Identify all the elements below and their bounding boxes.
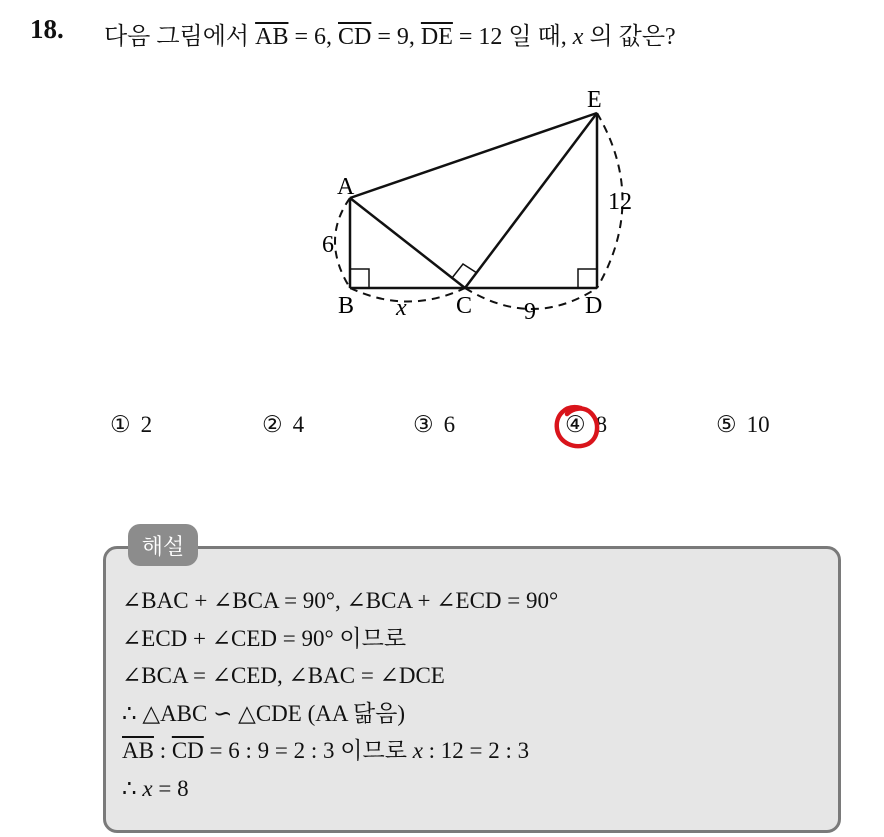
- question-suffix: 의 값은?: [583, 24, 676, 50]
- right-angle-b: [350, 269, 369, 288]
- solution-line-5: [122, 732, 558, 770]
- solution-ratio-mid: = 6 : 9 = 2 : 3 이므로: [203, 738, 413, 763]
- choice-5-number: ⑤: [716, 412, 737, 437]
- question-eq2: = 9,: [371, 24, 421, 50]
- solution-ratio-sep: :: [153, 738, 172, 763]
- segment-ce-line: [465, 113, 597, 288]
- point-label-c: C: [456, 293, 473, 319]
- point-label-e: E: [587, 87, 602, 113]
- answer-circle-mark: [553, 402, 603, 452]
- choice-1-number: ①: [110, 412, 131, 437]
- arc-ab: [335, 198, 350, 288]
- segment-ae-line: [350, 113, 597, 198]
- length-label-bc: x: [396, 295, 407, 321]
- solution-text: [122, 582, 558, 807]
- point-label-d: D: [585, 293, 603, 319]
- choice-5[interactable]: [716, 412, 770, 438]
- choice-3-value: 6: [443, 412, 456, 437]
- choice-2-value: 4: [292, 412, 305, 437]
- length-label-cd: 9: [524, 299, 536, 325]
- choice-2[interactable]: [262, 412, 304, 438]
- solution-segment-ab: $\overline{AB}$: [122, 738, 154, 763]
- solution-answer-variable: x: [142, 775, 153, 801]
- right-angle-d: [578, 269, 597, 288]
- choice-1-value: 2: [140, 412, 153, 437]
- choice-3[interactable]: [413, 412, 455, 438]
- solution-answer-value: = 8: [152, 775, 189, 801]
- question-eq1: = 6,: [288, 24, 338, 50]
- choice-4-number: ④: [565, 412, 586, 437]
- length-label-de: 12: [608, 189, 632, 215]
- segment-de: $\overline{DE}$: [420, 24, 453, 50]
- choice-1[interactable]: [110, 412, 152, 438]
- answer-choices: [0, 412, 884, 448]
- choice-4-value: 8: [595, 412, 608, 437]
- solution-line-2: ∠ECD + ∠CED = 90° 이므로: [122, 625, 407, 651]
- point-label-b: B: [338, 293, 355, 319]
- point-label-a: A: [337, 174, 355, 200]
- solution-line-4: ∴ △ABC ∽ △CDE (AA 닮음): [122, 700, 406, 726]
- arc-bc: [350, 288, 465, 302]
- question-prefix: 다음 그림에서: [104, 24, 256, 50]
- question-variable: x: [572, 24, 584, 50]
- geometry-figure: [300, 80, 660, 340]
- solution-tag: 해설: [128, 524, 198, 566]
- choice-3-number: ③: [413, 412, 434, 437]
- solution-line-6: [122, 770, 558, 808]
- question-number: 18.: [30, 14, 64, 44]
- segment-cd: $\overline{CD}$: [338, 24, 372, 50]
- solution-segment-cd: $\overline{CD}$: [171, 738, 204, 763]
- segment-ab: $\overline{AB}$: [255, 24, 289, 50]
- solution-variable: x: [412, 738, 423, 763]
- choice-2-number: ②: [262, 412, 283, 437]
- solution-line-1: ∠BAC + ∠BCA = 90°, ∠BCA + ∠ECD = 90°: [122, 588, 559, 613]
- solution-line-3: ∠BCA = ∠CED, ∠BAC = ∠DCE: [122, 663, 445, 688]
- solution-ratio-end: : 12 = 2 : 3: [422, 738, 530, 763]
- segment-ac-line: [350, 198, 465, 288]
- question-eq3: = 12 일 때,: [452, 24, 573, 50]
- choice-5-value: 10: [746, 412, 770, 437]
- question-text: [104, 16, 676, 51]
- length-label-ab: 6: [322, 232, 334, 258]
- solution-therefore: ∴: [122, 775, 143, 801]
